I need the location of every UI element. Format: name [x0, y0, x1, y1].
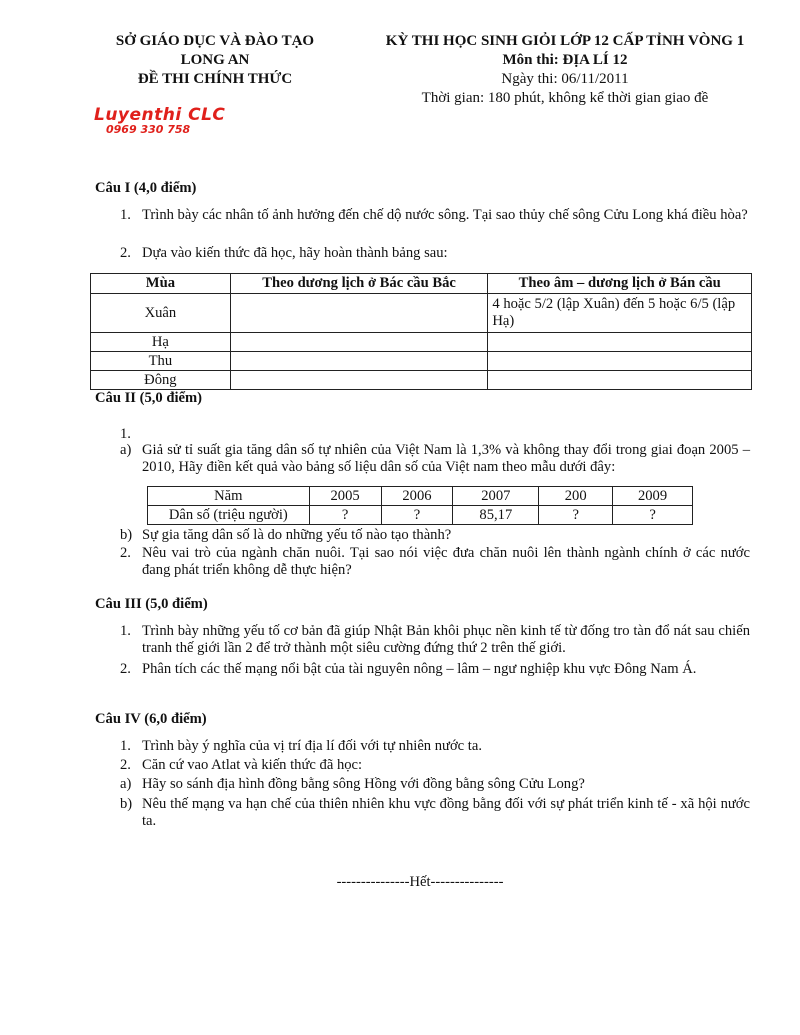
table-cell	[488, 371, 752, 390]
question-4-item-2	[120, 757, 750, 774]
population-table	[147, 486, 693, 525]
table-cell	[488, 333, 752, 352]
item-number: 2.	[120, 245, 131, 261]
item-text: Phân tích các thế mạng nổi bật của tài nguyên nông – lâm – ngư nghiệp khu vực Đông Nam Á.	[142, 661, 697, 677]
question-2-title: Câu II (5,0 điểm)	[95, 390, 203, 406]
table-cell: Xuân	[91, 294, 231, 333]
table-cell: ?	[539, 506, 613, 525]
table-cell: Dân số (triệu người)	[148, 506, 310, 525]
item-number: 1.	[120, 738, 131, 754]
table-row	[91, 333, 752, 352]
table-cell: 4 hoặc 5/2 (lập Xuân) đến 5 hoặc 6/5 (lập Hạ)	[488, 294, 752, 333]
item-text: Dựa vào kiến thức đã học, hãy hoàn thành bảng sau:	[142, 245, 448, 261]
table-row	[148, 487, 693, 506]
part-label: a)	[120, 776, 132, 792]
question-2-item-2	[120, 545, 750, 579]
table-cell: ?	[613, 506, 693, 525]
table-cell: ?	[309, 506, 381, 525]
issuer-province: LONG AN	[180, 52, 250, 68]
table-cell	[488, 352, 752, 371]
item-text: Trình bày ý nghĩa của vị trí địa lí đối với tự nhiên nước ta.	[142, 738, 482, 754]
end-marker: ---------------Hết---------------	[336, 874, 504, 890]
table-cell: 2007	[453, 487, 539, 506]
question-2-item-1	[120, 426, 750, 443]
table-cell: Thu	[91, 352, 231, 371]
exam-subject: Môn thi: ĐỊA LÍ 12	[502, 52, 628, 68]
part-text: Giả sử tỉ suất gia tăng dân số tự nhiên của Việt Nam là 1,3% và không thay đổi trong giai đoạn 2005 – 2010, Hãy điền kết quả vào bảng số liệu dân số của Việt nam theo mẫu dưới đây:	[142, 442, 750, 475]
question-3-item-1	[120, 623, 750, 657]
table-row	[91, 371, 752, 390]
item-number: 1.	[120, 207, 131, 223]
issuer-department: SỞ GIÁO DỤC VÀ ĐÀO TẠO	[115, 33, 315, 49]
issuer-block	[80, 32, 350, 89]
question-1-item-1	[120, 207, 750, 241]
question-4-part-b	[120, 796, 750, 830]
table-row	[91, 294, 752, 333]
table-cell: ?	[381, 506, 453, 525]
question-3-item-2	[120, 661, 750, 695]
question-4-title: Câu IV (6,0 điểm)	[95, 711, 207, 727]
question-4-part-a	[120, 776, 750, 793]
table-cell: Đông	[91, 371, 231, 390]
official-exam-label: ĐỀ THI CHÍNH THỨC	[137, 71, 293, 87]
part-label: b)	[120, 527, 133, 543]
table-cell: Năm	[148, 487, 310, 506]
question-3-title: Câu III (5,0 điểm)	[95, 596, 208, 612]
table-cell	[230, 352, 488, 371]
watermark-logo	[94, 106, 225, 136]
question-4-item-1	[120, 738, 750, 755]
part-label: b)	[120, 796, 133, 812]
part-text: Sự gia tăng dân số là do những yếu tố nào tạo thành?	[142, 527, 452, 543]
table-cell: Hạ	[91, 333, 231, 352]
part-text: Hãy so sánh địa hình đồng bằng sông Hồng với đồng bằng sông Cửu Long?	[142, 776, 585, 792]
item-text: Trình bày những yếu tố cơ bản đã giúp Nhật Bản khôi phục nền kinh tế từ đống tro tàn đổ nát sau chiến tranh thế giới lần 2 để trở thành một siêu cường đứng thứ 2 trên thế giới.	[142, 623, 750, 656]
table-row	[148, 506, 693, 525]
question-1-item-2	[120, 245, 750, 262]
item-number: 1.	[120, 426, 131, 442]
item-text: Căn cứ vao Atlat và kiến thức đã học:	[142, 757, 363, 773]
table-cell	[230, 294, 488, 333]
item-number: 2.	[120, 661, 131, 677]
table-row	[91, 352, 752, 371]
logo-name: Luyenthi CLC	[94, 105, 226, 125]
table-header: Theo dương lịch ở Bác cầu Bắc	[230, 274, 488, 294]
question-2-part-b	[120, 527, 750, 544]
item-text: Trình bày các nhân tố ảnh hưởng đến chế dộ nước sông. Tại sao thủy chế sông Cửu Long khá điều hòa?	[142, 207, 748, 223]
item-number: 1.	[120, 623, 131, 639]
item-text: Nêu vai trò của ngành chăn nuôi. Tại sao nói việc đưa chăn nuôi lên thành ngành chính ở các nước đang phát triển không dễ thực hiện?	[142, 545, 750, 578]
question-2-part-a	[120, 442, 750, 476]
part-text: Nêu thế mạng va hạn chế của thiên nhiên khu vực đồng bằng đối với sự phát triển kinh tế - xã hội nước ta.	[142, 796, 750, 829]
table-cell: 200	[539, 487, 613, 506]
part-label: a)	[120, 442, 132, 458]
table-cell: 2006	[381, 487, 453, 506]
logo-phone: 0969 330 758	[106, 123, 191, 136]
seasons-table	[90, 273, 752, 390]
exam-title: KỲ THI HỌC SINH GIỎI LỚP 12 CẤP TỈNH VÒNG 1	[385, 33, 745, 49]
table-header: Theo âm – dương lịch ở Bán cầu	[488, 274, 752, 294]
item-number: 2.	[120, 545, 131, 561]
table-cell: 85,17	[453, 506, 539, 525]
exam-date: Ngày thi: 06/11/2011	[501, 71, 629, 87]
item-number: 2.	[120, 757, 131, 773]
question-1-title: Câu I (4,0 điểm)	[95, 180, 197, 196]
table-header: Mùa	[91, 274, 231, 294]
exam-duration: Thời gian: 180 phút, không kể thời gian giao đề	[421, 90, 709, 106]
table-header-row	[91, 274, 752, 294]
table-cell	[230, 333, 488, 352]
table-cell: 2005	[309, 487, 381, 506]
table-cell: 2009	[613, 487, 693, 506]
exam-info-block	[355, 32, 775, 108]
table-cell	[230, 371, 488, 390]
